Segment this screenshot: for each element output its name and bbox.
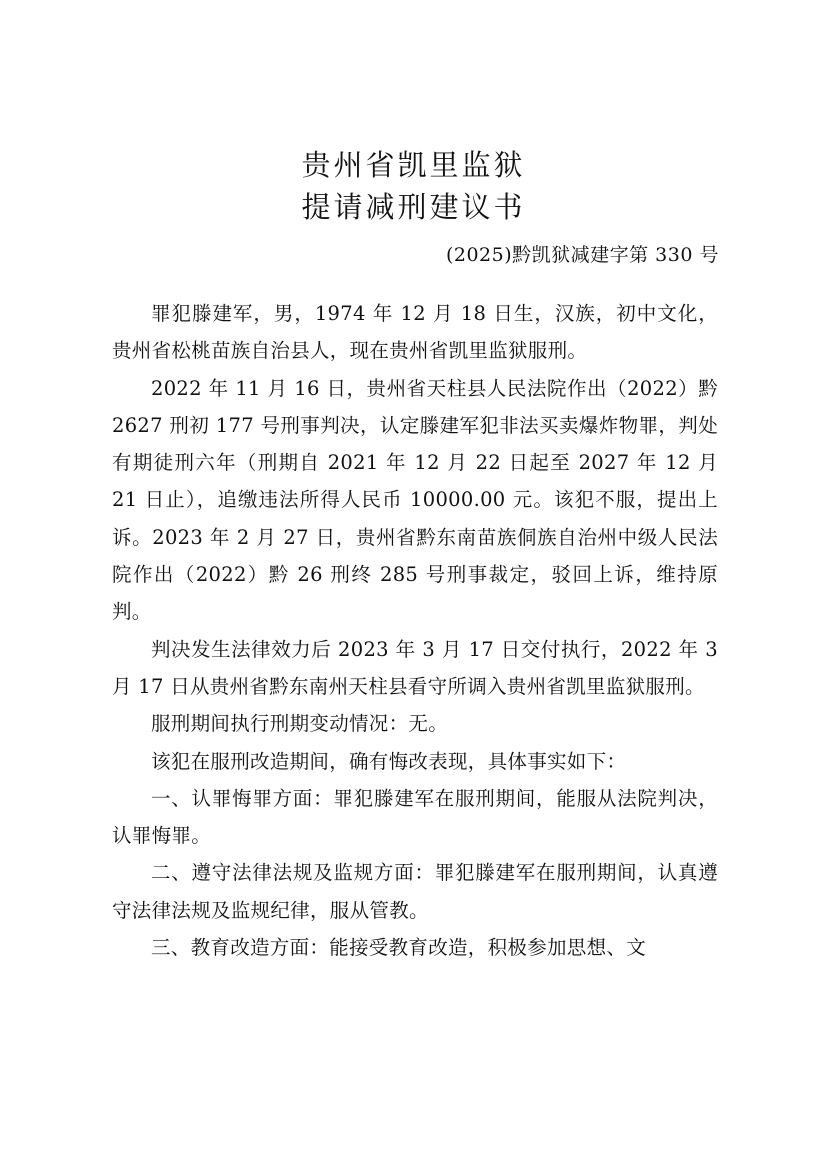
paragraph-repentance-intro: 该犯在服刑改造期间，确有悔改表现，具体事实如下：: [151, 749, 627, 773]
paragraph-law-compliance: 二、遵守法律法规及监规方面：罪犯滕建军在服刑期间，认真遵守法律法规及监规纪律，服从管教。: [112, 861, 718, 922]
document-title-line2: 提请减刑建议书: [301, 190, 526, 224]
paragraph-admission-of-guilt: 一、认罪悔罪方面：罪犯滕建军在服刑期间，能服从法院判决，认罪悔罪。: [112, 786, 718, 848]
document-number: (2025)黔凯狱减建字第 330 号: [445, 244, 719, 266]
paragraph-judgment: 2022 年 11 月 16 日，贵州省天柱县人民法院作出（2022）黔 2627 刑初 177 号刑事判决，认定滕建军犯非法买卖爆炸物罪，判处有期徒刑六年（刑期自 2021 年 12 月 22 日起至 2027 年 12 月 21 日止），追缴违法所得人民币 10000.00 元。该犯不服，提出上诉。2023 年 2 月 27 日，贵州省黔东南苗族侗族自治州中级人民法院作出（2022）黔 26 刑终 285 号刑事裁定，驳回上诉，维持原判。: [112, 376, 718, 624]
document-body: [112, 295, 718, 966]
paragraph-execution: 判决发生法律效力后 2023 年 3 月 17 日交付执行，2022 年 3 月 17 日从贵州省黔东南州天柱县看守所调入贵州省凯里监狱服刑。: [112, 637, 718, 698]
paragraph-criminal-info: 罪犯滕建军，男，1974 年 12 月 18 日生，汉族，初中文化，贵州省松桃苗族自治县人，现在贵州省凯里监狱服刑。: [112, 302, 718, 363]
document-title-line1: 贵州省凯里监狱: [301, 148, 526, 182]
paragraph-sentence-change: 服刑期间执行刑期变动情况：无。: [151, 712, 449, 736]
paragraph-education: 三、教育改造方面：能接受教育改造，积极参加思想、文: [151, 936, 647, 960]
